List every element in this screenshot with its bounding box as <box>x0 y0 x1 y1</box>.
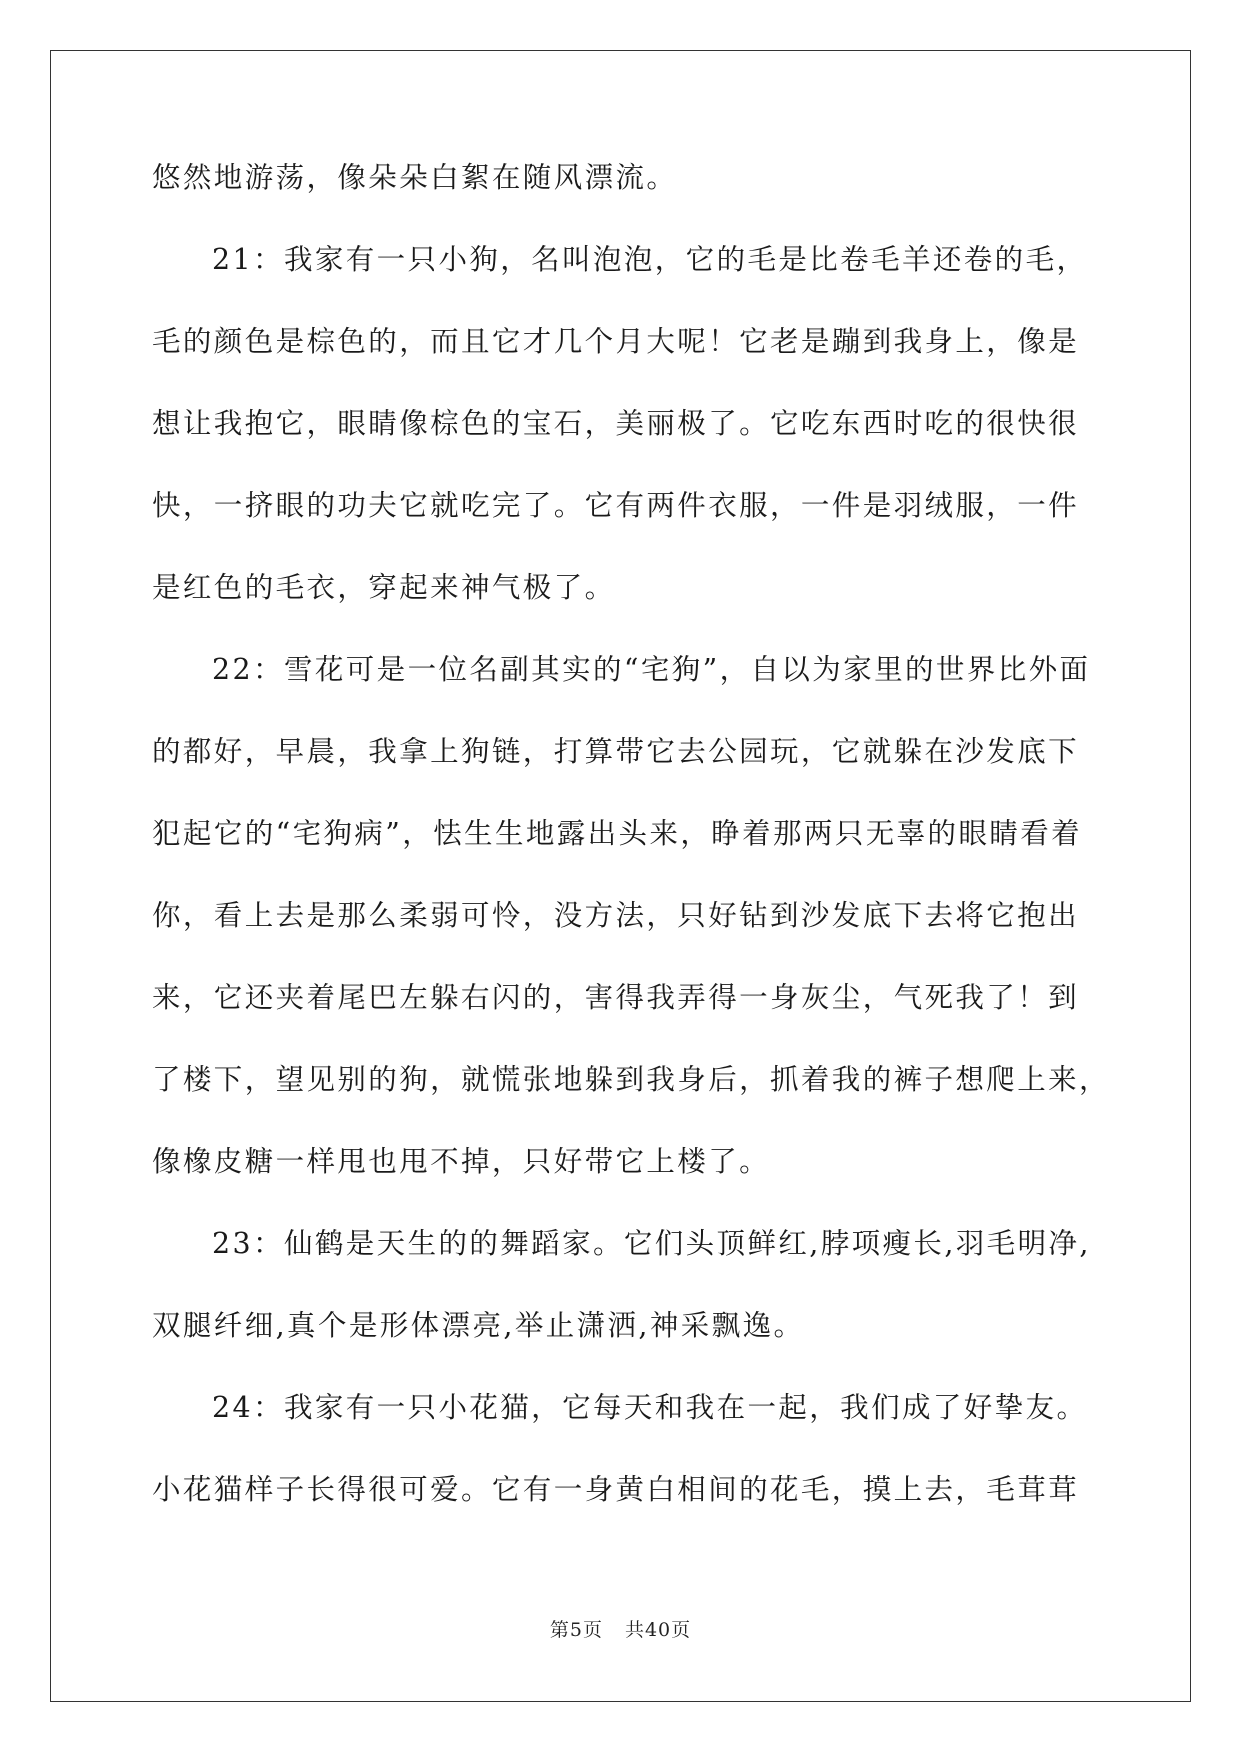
document-body <box>152 155 1110 1531</box>
text-line: 23：仙鹤是天生的的舞蹈家。它们头顶鲜红,脖项瘦长,羽毛明净, <box>212 1227 1091 1260</box>
text-line: 你，看上去是那么柔弱可怜，没方法，只好钻到沙发底下去将它抱出 <box>152 899 1080 932</box>
paragraph <box>152 137 1102 219</box>
text-line: 来，它还夹着尾巴左躲右闪的，害得我弄得一身灰尘，气死我了！到 <box>152 981 1080 1014</box>
text-line: 想让我抱它，眼睛像棕色的宝石，美丽极了。它吃东西时吃的很快很 <box>152 407 1080 440</box>
paragraph <box>152 1203 1102 1367</box>
text-line: 像橡皮糖一样甩也甩不掉，只好带它上楼了。 <box>152 1145 771 1178</box>
text-line: 毛的颜色是棕色的，而且它才几个月大呢！它老是蹦到我身上，像是 <box>152 325 1080 358</box>
text-line: 22：雪花可是一位名副其实的“宅狗”，自以为家里的世界比外面 <box>212 653 1091 686</box>
page-total: 共40页 <box>624 1619 692 1641</box>
text-line: 21：我家有一只小狗，名叫泡泡，它的毛是比卷毛羊还卷的毛， <box>212 243 1088 276</box>
paragraph <box>152 219 1102 629</box>
text-line: 双腿纤细,真个是形体漂亮,举止潇洒,神采飘逸。 <box>152 1309 805 1342</box>
paragraph <box>152 629 1110 1203</box>
paragraph <box>152 1367 1102 1531</box>
page-number: 第5页 <box>549 1619 603 1641</box>
text-line: 快，一挤眼的功夫它就吃完了。它有两件衣服，一件是羽绒服，一件 <box>152 489 1080 522</box>
text-line: 24：我家有一只小花猫，它每天和我在一起，我们成了好挚友。 <box>212 1391 1088 1424</box>
text-line: 小花猫样子长得很可爱。它有一身黄白相间的花毛，摸上去，毛茸茸 <box>152 1473 1080 1506</box>
text-line: 犯起它的“宅狗病”，怯生生地露出头来，睁着那两只无辜的眼睛看着 <box>152 817 1083 850</box>
text-line: 的都好，早晨，我拿上狗链，打算带它去公园玩，它就躲在沙发底下 <box>152 735 1080 768</box>
page-footer <box>0 1615 1241 1642</box>
text-line: 了楼下，望见别的狗，就慌张地躲到我身后，抓着我的裤子想爬上来， <box>152 1063 1110 1096</box>
text-line: 是红色的毛衣，穿起来神气极了。 <box>152 571 616 604</box>
text-line: 悠然地游荡，像朵朵白絮在随风漂流。 <box>152 161 678 194</box>
